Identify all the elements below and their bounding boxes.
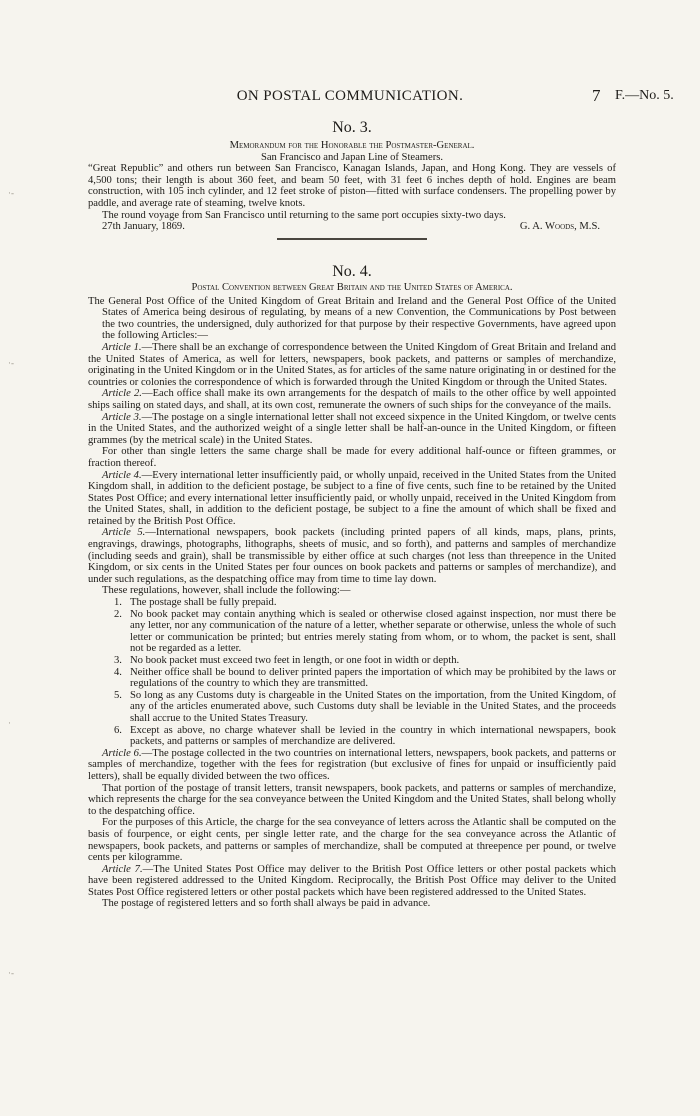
article-label: Article 6. xyxy=(102,747,142,759)
article-7-continued: The postage of registered letters and so forth shall always be paid in advance. xyxy=(102,898,431,910)
memo-signature-line xyxy=(88,221,616,233)
margin-mark: ·- xyxy=(8,188,14,198)
regulation-text: The postage shall be fully prepaid. xyxy=(130,597,277,609)
convention-title: Postal Convention between Great Britain and the United States of America. xyxy=(191,282,513,293)
regulations-list xyxy=(88,597,616,748)
section-heading: No. 3. xyxy=(332,119,372,136)
regulation-number: 6. xyxy=(114,724,122,736)
section-heading: No. 4. xyxy=(332,263,372,280)
regulation-item xyxy=(114,689,616,725)
section-divider xyxy=(277,238,427,240)
article-label: Article 2. xyxy=(102,388,142,400)
article-6 xyxy=(88,748,616,783)
regulation-number: 4. xyxy=(114,666,122,678)
regulation-text: Neither office shall be bound to deliver printed papers the importation of which may be prohibited by the laws or regulations of the country to which they are transmitted. xyxy=(130,666,616,690)
memo-date: 27th January, 1869. xyxy=(102,221,185,233)
regulation-number: 1. xyxy=(114,597,122,609)
article-3 xyxy=(88,412,616,447)
document-reference: F.—No. 5. xyxy=(615,88,674,103)
article-text: —Each office shall make its own arrangements for the despatch of mails to the other office by well appointed ships sailing on stated days, and shall, at its own cost, remunerate the owners of such ships for the conveyance of the mails. xyxy=(88,388,616,411)
article-4 xyxy=(88,470,616,528)
section-no3 xyxy=(88,118,616,244)
memo-paragraph: The round voyage from San Francisco until returning to the same port occupies sixty-two days. xyxy=(102,209,506,221)
regulation-item xyxy=(114,608,616,655)
margin-mark: ·- xyxy=(8,968,14,978)
regulation-item xyxy=(114,655,616,667)
memo-subtitle: San Francisco and Japan Line of Steamers. xyxy=(260,151,444,163)
article-text: —The United States Post Office may deliver to the British Post Office letters or other postal packets which have been registered addressed to the United Kingdom. Reciprocally, the British Post Office may deliver to the United States Post Office registered letters or other postal packets which have been registered addressed to the United States. xyxy=(88,863,616,898)
article-label: Article 4. xyxy=(102,469,142,481)
section-no4 xyxy=(88,262,616,910)
regulation-item xyxy=(114,724,616,748)
article-text: —International newspapers, book packets (including printed papers of all kinds, maps, plans, prints, engravings, drawings, photographs, lithographs, sheets of music, and so forth), and patterns and samples of merchandize (including seeds and grain), shall be transmissible by either office at such charges (not less than threepence in the United Kingdom, or six cents in the United States per four ounces on book packets and patterns or samples of merchandize), and under such regulations, as the despatching office may from time to time lay down. xyxy=(88,527,617,585)
regulation-text: So long as any Customs duty is chargeable in the United States on the importation, from the United Kingdom, of any of the articles enumerated above, such Customs duty shall be leviable in the United States, and the proceeds shall accrue to the United States Treasury. xyxy=(130,689,616,724)
article-6-continued: That portion of the postage of transit letters, transit newspapers, book packets, and patterns or samples of merchandize, which represents the charge for the sea conveyance between the United Kingdom and the United States, shall belong wholly to the despatching office. xyxy=(88,782,616,817)
page-number: 7 xyxy=(592,86,601,105)
memo-signature: G. A. Woods, M.S. xyxy=(519,221,600,233)
article-1 xyxy=(88,342,616,388)
article-label: Article 5. xyxy=(102,527,146,539)
regulations-intro: These regulations, however, shall include the following:— xyxy=(102,585,351,597)
article-text: —The postage on a single international letter shall not exceed sixpence in the United Kingdom, or twelve cents in the United States, and the authorized weight of a single letter shall be half-an-ounce in the United Kingdom, or fifteen grammes (by the metrical scale) in the United States. xyxy=(88,411,617,446)
article-label: Article 1. xyxy=(102,341,142,353)
article-5 xyxy=(88,527,616,585)
margin-mark: ·- xyxy=(8,358,14,368)
regulation-text: Except as above, no charge whatever shall be levied in the country in which international newspapers, book packets, and patterns or samples of merchandize are delivered. xyxy=(130,724,616,748)
regulation-text: No book packet may contain anything which is sealed or otherwise closed against inspection, nor must there be any letter, nor any communication of the nature of a letter, whether separate or otherwise, unless the whole of such letter or communication be printed; but entries merely stating from whom, or to whom, the packet is sent, shall not be regarded as a letter. xyxy=(130,608,616,655)
running-title: ON POSTAL COMMUNICATION. xyxy=(236,88,464,104)
regulation-number: 3. xyxy=(114,655,122,666)
article-label: Article 3. xyxy=(102,411,142,423)
regulation-number: 2. xyxy=(114,608,122,620)
article-6-continued: For the purposes of this Article, the charge for the sea conveyance of letters across the Atlantic shall be computed on the basis of fourpence, or eight cents, per single letter rate, and the charge for the sea conveyance across the Atlantic of newspapers, book packets, and patterns or samples of merchandize, shall be computed at threepence per pound, or twelve cents per kilogramme. xyxy=(88,817,616,864)
page-header xyxy=(0,88,700,108)
article-3-continued: For other than single letters the same charge shall be made for every additional half-ounce or fifteen grammes, or fraction thereof. xyxy=(88,446,616,469)
margin-mark: · xyxy=(8,718,11,728)
regulation-item xyxy=(114,597,616,609)
regulation-number: 5. xyxy=(114,689,122,701)
article-text: —Every international letter insufficiently paid, or wholly unpaid, received in the United States from the United Kingdom shall, in addition to the deficient postage, be subject to a fine of five cents, such fine to be retained by the United States Post Office; and every international letter insufficiently paid, or wholly unpaid, received in the United Kingdom from the United States, shall, in addition to the deficient postage, be subject to a fine the amount of which shall be fixed and retained by the British Post Office. xyxy=(88,469,616,527)
article-text: —The postage collected in the two countries on international letters, newspapers, book packets, and patterns or samples of merchandize, together with the fees for registration (but exclusive of fines for unpaid or insufficiently paid letters), shall be equally divided between the two offices. xyxy=(88,747,617,782)
regulation-item xyxy=(114,666,616,690)
memo-paragraph: “Great Republic” and others run between San Francisco, Kanagan Islands, Japan, and Hong Kong. They are vessels of 4,500 tons; their length is about 360 feet, and beam 50 feet, with 31 feet 6 inches depth of hold. Engines are beam construction, with 105 inch cylinder, and 12 feet stroke of piston—fitted with surface condensers. The propelling power by paddle, and average rate of steaming, twelve knots. xyxy=(88,163,616,209)
memo-line: Memorandum for the Honorable the Postmaster-General. xyxy=(229,140,475,151)
article-7 xyxy=(88,864,616,899)
article-2 xyxy=(88,388,616,411)
article-text: —There shall be an exchange of correspondence between the United Kingdom of Great Britain and Ireland and the United States of America, as well for letters, newspapers, book packets, and patterns or samples of merchandize, originating in the United Kingdom or in the United States, as for articles of the same nature originating in or destined for the countries or colonies the correspondence of which is forwarded through the United Kingdom or through the United States. xyxy=(88,341,617,388)
article-label: Article 7. xyxy=(102,863,143,875)
regulation-text: No book packet must exceed two feet in length, or one foot in width or depth. xyxy=(130,655,460,666)
preamble: The General Post Office of the United Kingdom of Great Britain and Ireland and the General Post Office of the United States of America being desirous of regulating, by means of a new Convention, the Communications by Post between the two countries, the undersigned, duly authorized for that purpose by their respective Governments, have agreed upon the following Articles:— xyxy=(88,295,616,342)
